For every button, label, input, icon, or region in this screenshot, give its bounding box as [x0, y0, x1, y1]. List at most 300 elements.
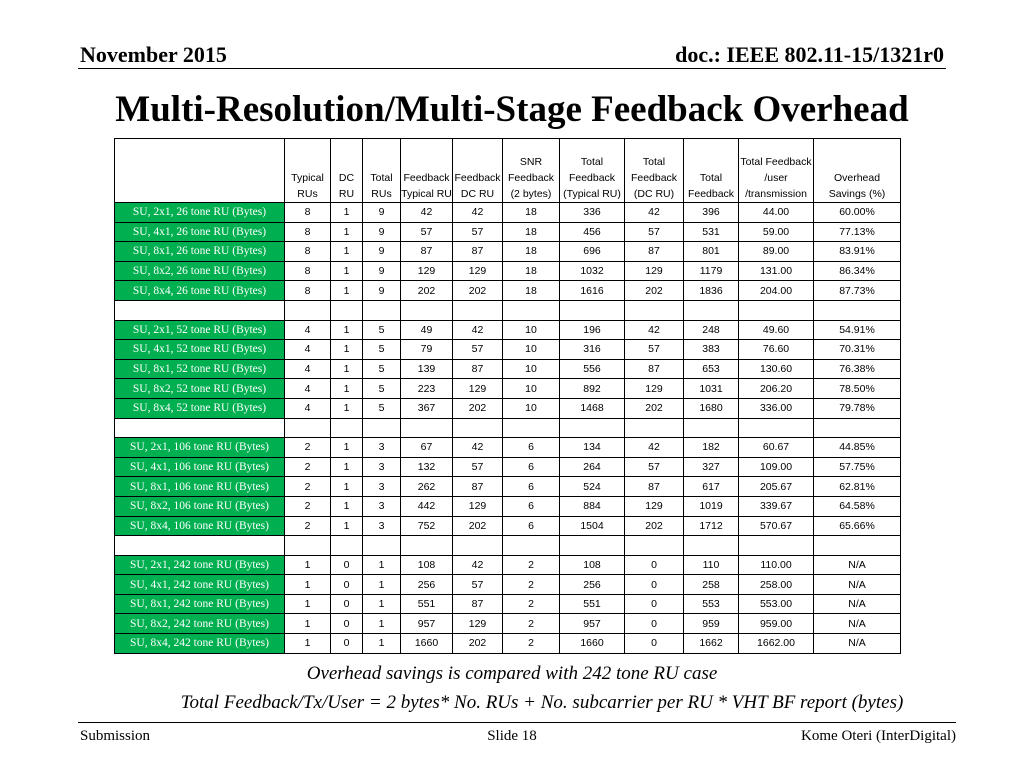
- row-label: SU, 8x1, 106 tone RU (Bytes): [115, 477, 285, 497]
- row-label: [115, 418, 285, 438]
- row-label: SU, 8x4, 106 tone RU (Bytes): [115, 516, 285, 536]
- table-row: [115, 614, 901, 634]
- table-cell: [453, 300, 503, 320]
- table-cell: 2: [503, 555, 560, 575]
- table-cell: [739, 300, 814, 320]
- table-cell: 1: [331, 340, 363, 360]
- table-cell: 256: [401, 575, 453, 595]
- table-cell: 1616: [560, 281, 625, 301]
- table-cell: 4: [285, 340, 331, 360]
- table-cell: 1: [285, 634, 331, 654]
- row-label: SU, 4x1, 26 tone RU (Bytes): [115, 222, 285, 242]
- header-divider: [78, 68, 946, 69]
- table-cell: 653: [684, 359, 739, 379]
- table-row: [115, 379, 901, 399]
- table-row: [115, 457, 901, 477]
- table-cell: 551: [560, 594, 625, 614]
- table-cell: 57: [401, 222, 453, 242]
- table-cell: 1031: [684, 379, 739, 399]
- column-header: DC RU: [331, 139, 363, 203]
- table-row: [115, 359, 901, 379]
- table-cell: 570.67: [739, 516, 814, 536]
- table-cell: 83.91%: [814, 242, 901, 262]
- table-cell: 139: [401, 359, 453, 379]
- header-corner-cell: [115, 139, 285, 203]
- table-cell: 6: [503, 477, 560, 497]
- table-cell: 2: [285, 477, 331, 497]
- table-row: [115, 242, 901, 262]
- table-cell: 202: [453, 516, 503, 536]
- row-label: SU, 8x1, 52 tone RU (Bytes): [115, 359, 285, 379]
- table-cell: N/A: [814, 575, 901, 595]
- table-cell: [625, 536, 684, 556]
- table-cell: 1: [331, 438, 363, 458]
- table-cell: 0: [625, 614, 684, 634]
- table-cell: 4: [285, 398, 331, 418]
- column-header: Total Feedback: [684, 139, 739, 203]
- table-cell: 1662: [684, 634, 739, 654]
- table-cell: 202: [625, 398, 684, 418]
- table-cell: 87: [625, 242, 684, 262]
- table-cell: 1712: [684, 516, 739, 536]
- table-cell: 2: [285, 516, 331, 536]
- table-cell: 57: [625, 340, 684, 360]
- table-cell: 129: [453, 379, 503, 399]
- table-cell: 9: [363, 242, 401, 262]
- table-cell: 18: [503, 281, 560, 301]
- table-cell: 617: [684, 477, 739, 497]
- table-cell: 64.58%: [814, 496, 901, 516]
- table-cell: [560, 536, 625, 556]
- table-cell: 6: [503, 438, 560, 458]
- table-cell: 132: [401, 457, 453, 477]
- table-row: [115, 496, 901, 516]
- row-label: SU, 2x1, 242 tone RU (Bytes): [115, 555, 285, 575]
- table-cell: 256: [560, 575, 625, 595]
- table-cell: 456: [560, 222, 625, 242]
- table-cell: 1836: [684, 281, 739, 301]
- table-cell: 556: [560, 359, 625, 379]
- table-cell: 42: [453, 555, 503, 575]
- table-cell: 49: [401, 320, 453, 340]
- table-cell: [285, 300, 331, 320]
- table-cell: 524: [560, 477, 625, 497]
- table-cell: [331, 536, 363, 556]
- table-cell: [625, 300, 684, 320]
- table-cell: 1504: [560, 516, 625, 536]
- row-label: [115, 300, 285, 320]
- row-label: SU, 8x2, 52 tone RU (Bytes): [115, 379, 285, 399]
- table-cell: 18: [503, 242, 560, 262]
- column-header: Total Feedback (Typical RU): [560, 139, 625, 203]
- table-cell: 87: [453, 242, 503, 262]
- table-row: [115, 594, 901, 614]
- table-cell: [285, 418, 331, 438]
- table-cell: 1: [285, 614, 331, 634]
- table-cell: 109.00: [739, 457, 814, 477]
- table-cell: 8: [285, 222, 331, 242]
- row-label: SU, 8x4, 52 tone RU (Bytes): [115, 398, 285, 418]
- slide-title: Multi-Resolution/Multi-Stage Feedback Overhead: [115, 89, 909, 130]
- table-cell: 60.00%: [814, 203, 901, 223]
- table-cell: 553: [684, 594, 739, 614]
- table-cell: 3: [363, 457, 401, 477]
- footer-author: Kome Oteri (InterDigital): [801, 728, 956, 744]
- table-cell: 0: [331, 634, 363, 654]
- table-cell: 42: [625, 320, 684, 340]
- table-cell: [814, 300, 901, 320]
- table-cell: 336.00: [739, 398, 814, 418]
- row-label: SU, 8x4, 26 tone RU (Bytes): [115, 281, 285, 301]
- table-cell: 76.60: [739, 340, 814, 360]
- table-cell: 3: [363, 496, 401, 516]
- row-label: SU, 8x1, 242 tone RU (Bytes): [115, 594, 285, 614]
- row-label: SU, 8x2, 106 tone RU (Bytes): [115, 496, 285, 516]
- row-label: SU, 4x1, 242 tone RU (Bytes): [115, 575, 285, 595]
- table-cell: 1660: [401, 634, 453, 654]
- table-cell: 42: [401, 203, 453, 223]
- table-cell: 204.00: [739, 281, 814, 301]
- table-cell: 327: [684, 457, 739, 477]
- table-cell: 57: [453, 457, 503, 477]
- table-cell: [453, 536, 503, 556]
- table-cell: 1: [331, 496, 363, 516]
- table-cell: 5: [363, 398, 401, 418]
- table-cell: [401, 536, 453, 556]
- table-cell: 10: [503, 340, 560, 360]
- table-cell: 248: [684, 320, 739, 340]
- table-cell: 130.60: [739, 359, 814, 379]
- table-cell: [363, 418, 401, 438]
- table-cell: 18: [503, 222, 560, 242]
- header-date: November 2015: [80, 42, 227, 67]
- table-cell: 1: [331, 261, 363, 281]
- table-cell: [814, 418, 901, 438]
- table-cell: 801: [684, 242, 739, 262]
- table-cell: 6: [503, 516, 560, 536]
- table-cell: 2: [503, 634, 560, 654]
- table-cell: 87: [625, 477, 684, 497]
- table-cell: 0: [625, 594, 684, 614]
- table-cell: [363, 536, 401, 556]
- table-cell: 8: [285, 261, 331, 281]
- table-cell: 5: [363, 320, 401, 340]
- table-row: [115, 203, 901, 223]
- table-cell: 76.38%: [814, 359, 901, 379]
- table-cell: 8: [285, 281, 331, 301]
- table-cell: 3: [363, 516, 401, 536]
- table-cell: 57: [625, 222, 684, 242]
- table-cell: [739, 418, 814, 438]
- table-cell: 129: [453, 261, 503, 281]
- table-cell: 1: [331, 457, 363, 477]
- table-cell: 1468: [560, 398, 625, 418]
- table-cell: 6: [503, 457, 560, 477]
- table-cell: 42: [453, 203, 503, 223]
- header-doc-id: doc.: IEEE 802.11-15/1321r0: [675, 42, 944, 67]
- table-cell: 258.00: [739, 575, 814, 595]
- table-cell: N/A: [814, 594, 901, 614]
- table-cell: 223: [401, 379, 453, 399]
- table-cell: 206.20: [739, 379, 814, 399]
- table-cell: 1: [285, 555, 331, 575]
- table-cell: [814, 536, 901, 556]
- table-cell: [560, 300, 625, 320]
- table-cell: 5: [363, 379, 401, 399]
- row-label: [115, 536, 285, 556]
- table-cell: 553.00: [739, 594, 814, 614]
- table-cell: 9: [363, 261, 401, 281]
- table-cell: 5: [363, 359, 401, 379]
- table-cell: 0: [625, 575, 684, 595]
- table-cell: 957: [560, 614, 625, 634]
- table-cell: 1: [331, 281, 363, 301]
- table-cell: 1: [331, 516, 363, 536]
- table-cell: 57: [453, 340, 503, 360]
- table-cell: 57: [625, 457, 684, 477]
- feedback-overhead-table: [114, 138, 901, 654]
- table-cell: 79.78%: [814, 398, 901, 418]
- table-cell: 57: [453, 222, 503, 242]
- table-cell: 202: [625, 281, 684, 301]
- table-cell: [401, 300, 453, 320]
- footer-submission: Submission: [80, 728, 151, 744]
- row-label: SU, 2x1, 26 tone RU (Bytes): [115, 203, 285, 223]
- table-cell: 9: [363, 281, 401, 301]
- row-label: SU, 4x1, 106 tone RU (Bytes): [115, 457, 285, 477]
- table-cell: 0: [625, 555, 684, 575]
- table-cell: 3: [363, 438, 401, 458]
- table-cell: 108: [560, 555, 625, 575]
- table-cell: 1: [331, 359, 363, 379]
- table-cell: 87: [625, 359, 684, 379]
- table-cell: 383: [684, 340, 739, 360]
- table-cell: 258: [684, 575, 739, 595]
- table-cell: 110: [684, 555, 739, 575]
- table-cell: [684, 418, 739, 438]
- table-cell: 129: [453, 496, 503, 516]
- table-cell: 367: [401, 398, 453, 418]
- table-cell: 8: [285, 203, 331, 223]
- table-cell: 202: [625, 516, 684, 536]
- column-header: Feedback DC RU: [453, 139, 503, 203]
- table-cell: 1: [331, 320, 363, 340]
- table-cell: [363, 300, 401, 320]
- table-cell: 59.00: [739, 222, 814, 242]
- table-cell: N/A: [814, 634, 901, 654]
- table-row: [115, 516, 901, 536]
- table-cell: 959: [684, 614, 739, 634]
- table-spacer-row: [115, 300, 901, 320]
- table-cell: 262: [401, 477, 453, 497]
- column-header: Total Feedback (DC RU): [625, 139, 684, 203]
- table-cell: 108: [401, 555, 453, 575]
- table-cell: 79: [401, 340, 453, 360]
- table-cell: [285, 536, 331, 556]
- table-cell: [560, 418, 625, 438]
- table-cell: 129: [625, 261, 684, 281]
- table-cell: 316: [560, 340, 625, 360]
- table-cell: 202: [453, 281, 503, 301]
- table-cell: 1660: [560, 634, 625, 654]
- table-cell: 4: [285, 379, 331, 399]
- table-cell: 9: [363, 222, 401, 242]
- table-cell: 2: [503, 594, 560, 614]
- table-cell: 1662.00: [739, 634, 814, 654]
- table-cell: 44.00: [739, 203, 814, 223]
- table-cell: 0: [331, 575, 363, 595]
- table-cell: 70.31%: [814, 340, 901, 360]
- table-cell: 87: [401, 242, 453, 262]
- table-spacer-row: [115, 536, 901, 556]
- table-cell: 42: [625, 203, 684, 223]
- table-cell: 134: [560, 438, 625, 458]
- table-cell: 60.67: [739, 438, 814, 458]
- table-cell: 18: [503, 261, 560, 281]
- table-cell: 1: [363, 555, 401, 575]
- table-cell: 264: [560, 457, 625, 477]
- table-cell: 3: [363, 477, 401, 497]
- table-cell: 182: [684, 438, 739, 458]
- table-cell: 4: [285, 320, 331, 340]
- table-cell: 2: [503, 614, 560, 634]
- note-total-feedback-formula: Total Feedback/Tx/User = 2 bytes* No. RUs + No. subcarrier per RU * VHT BF report (bytes): [180, 692, 904, 713]
- table-cell: 442: [401, 496, 453, 516]
- table-cell: 1680: [684, 398, 739, 418]
- table-row: [115, 398, 901, 418]
- table-cell: [331, 418, 363, 438]
- table-cell: 1: [363, 575, 401, 595]
- table-cell: 10: [503, 398, 560, 418]
- column-header: Total Feedback /user /transmission: [739, 139, 814, 203]
- table-row: [115, 222, 901, 242]
- table-cell: 129: [453, 614, 503, 634]
- table-cell: [684, 536, 739, 556]
- table-cell: 0: [331, 594, 363, 614]
- table-cell: 62.81%: [814, 477, 901, 497]
- table-cell: 202: [401, 281, 453, 301]
- table-cell: 5: [363, 340, 401, 360]
- table-cell: 6: [503, 496, 560, 516]
- table-cell: 1: [363, 614, 401, 634]
- table-cell: 129: [625, 379, 684, 399]
- table-spacer-row: [115, 418, 901, 438]
- footer-divider: [78, 722, 956, 723]
- table-cell: 1032: [560, 261, 625, 281]
- table-cell: 10: [503, 359, 560, 379]
- table-cell: 957: [401, 614, 453, 634]
- table-cell: [684, 300, 739, 320]
- table-cell: 884: [560, 496, 625, 516]
- table-cell: [503, 300, 560, 320]
- table-cell: 1: [331, 398, 363, 418]
- table-cell: 54.91%: [814, 320, 901, 340]
- table-cell: 86.34%: [814, 261, 901, 281]
- table-row: [115, 477, 901, 497]
- table-cell: 57: [453, 575, 503, 595]
- table-cell: [739, 536, 814, 556]
- table-cell: 205.67: [739, 477, 814, 497]
- table-cell: 196: [560, 320, 625, 340]
- table-cell: 1: [285, 575, 331, 595]
- table-cell: 129: [401, 261, 453, 281]
- table-cell: 4: [285, 359, 331, 379]
- table-cell: 77.13%: [814, 222, 901, 242]
- table-cell: 1: [285, 594, 331, 614]
- table-cell: 65.66%: [814, 516, 901, 536]
- table-cell: 1019: [684, 496, 739, 516]
- row-label: SU, 8x2, 26 tone RU (Bytes): [115, 261, 285, 281]
- column-header: SNR Feedback (2 bytes): [503, 139, 560, 203]
- table-cell: 1179: [684, 261, 739, 281]
- table-cell: 57.75%: [814, 457, 901, 477]
- table-cell: 42: [453, 438, 503, 458]
- table-cell: [401, 418, 453, 438]
- table-cell: 2: [285, 438, 331, 458]
- table-cell: 339.67: [739, 496, 814, 516]
- table-cell: 78.50%: [814, 379, 901, 399]
- table-cell: 696: [560, 242, 625, 262]
- table-cell: [625, 418, 684, 438]
- table-cell: 10: [503, 379, 560, 399]
- table-cell: 2: [285, 457, 331, 477]
- table-cell: 2: [503, 575, 560, 595]
- table-cell: 87: [453, 359, 503, 379]
- row-label: SU, 2x1, 106 tone RU (Bytes): [115, 438, 285, 458]
- footer-slide-number: Slide 18: [487, 728, 537, 744]
- row-label: SU, 4x1, 52 tone RU (Bytes): [115, 340, 285, 360]
- table-cell: N/A: [814, 555, 901, 575]
- table-cell: 10: [503, 320, 560, 340]
- table-cell: 1: [363, 594, 401, 614]
- table-row: [115, 261, 901, 281]
- table-cell: 2: [285, 496, 331, 516]
- table-row: [115, 340, 901, 360]
- table-cell: [331, 300, 363, 320]
- table-cell: 67: [401, 438, 453, 458]
- row-label: SU, 8x1, 26 tone RU (Bytes): [115, 242, 285, 262]
- table-cell: [503, 418, 560, 438]
- table-cell: 18: [503, 203, 560, 223]
- table-cell: 0: [625, 634, 684, 654]
- column-header: Feedback Typical RU: [401, 139, 453, 203]
- table-cell: [453, 418, 503, 438]
- table-cell: 959.00: [739, 614, 814, 634]
- table-row: [115, 575, 901, 595]
- table-cell: 110.00: [739, 555, 814, 575]
- table-cell: 551: [401, 594, 453, 614]
- table-cell: 1: [331, 242, 363, 262]
- table-cell: 131.00: [739, 261, 814, 281]
- table-cell: 531: [684, 222, 739, 242]
- table-row: [115, 634, 901, 654]
- table-cell: 1: [331, 477, 363, 497]
- table-cell: 89.00: [739, 242, 814, 262]
- table-row: [115, 438, 901, 458]
- note-overhead-savings: Overhead savings is compared with 242 tone RU case: [306, 663, 718, 684]
- table-cell: 1: [363, 634, 401, 654]
- table-cell: 396: [684, 203, 739, 223]
- column-header: Typical RUs: [285, 139, 331, 203]
- table-cell: 87: [453, 477, 503, 497]
- row-label: SU, 8x4, 242 tone RU (Bytes): [115, 634, 285, 654]
- table-cell: 336: [560, 203, 625, 223]
- table-cell: [503, 536, 560, 556]
- table-cell: 202: [453, 398, 503, 418]
- table-cell: 0: [331, 555, 363, 575]
- table-cell: 44.85%: [814, 438, 901, 458]
- table-cell: 9: [363, 203, 401, 223]
